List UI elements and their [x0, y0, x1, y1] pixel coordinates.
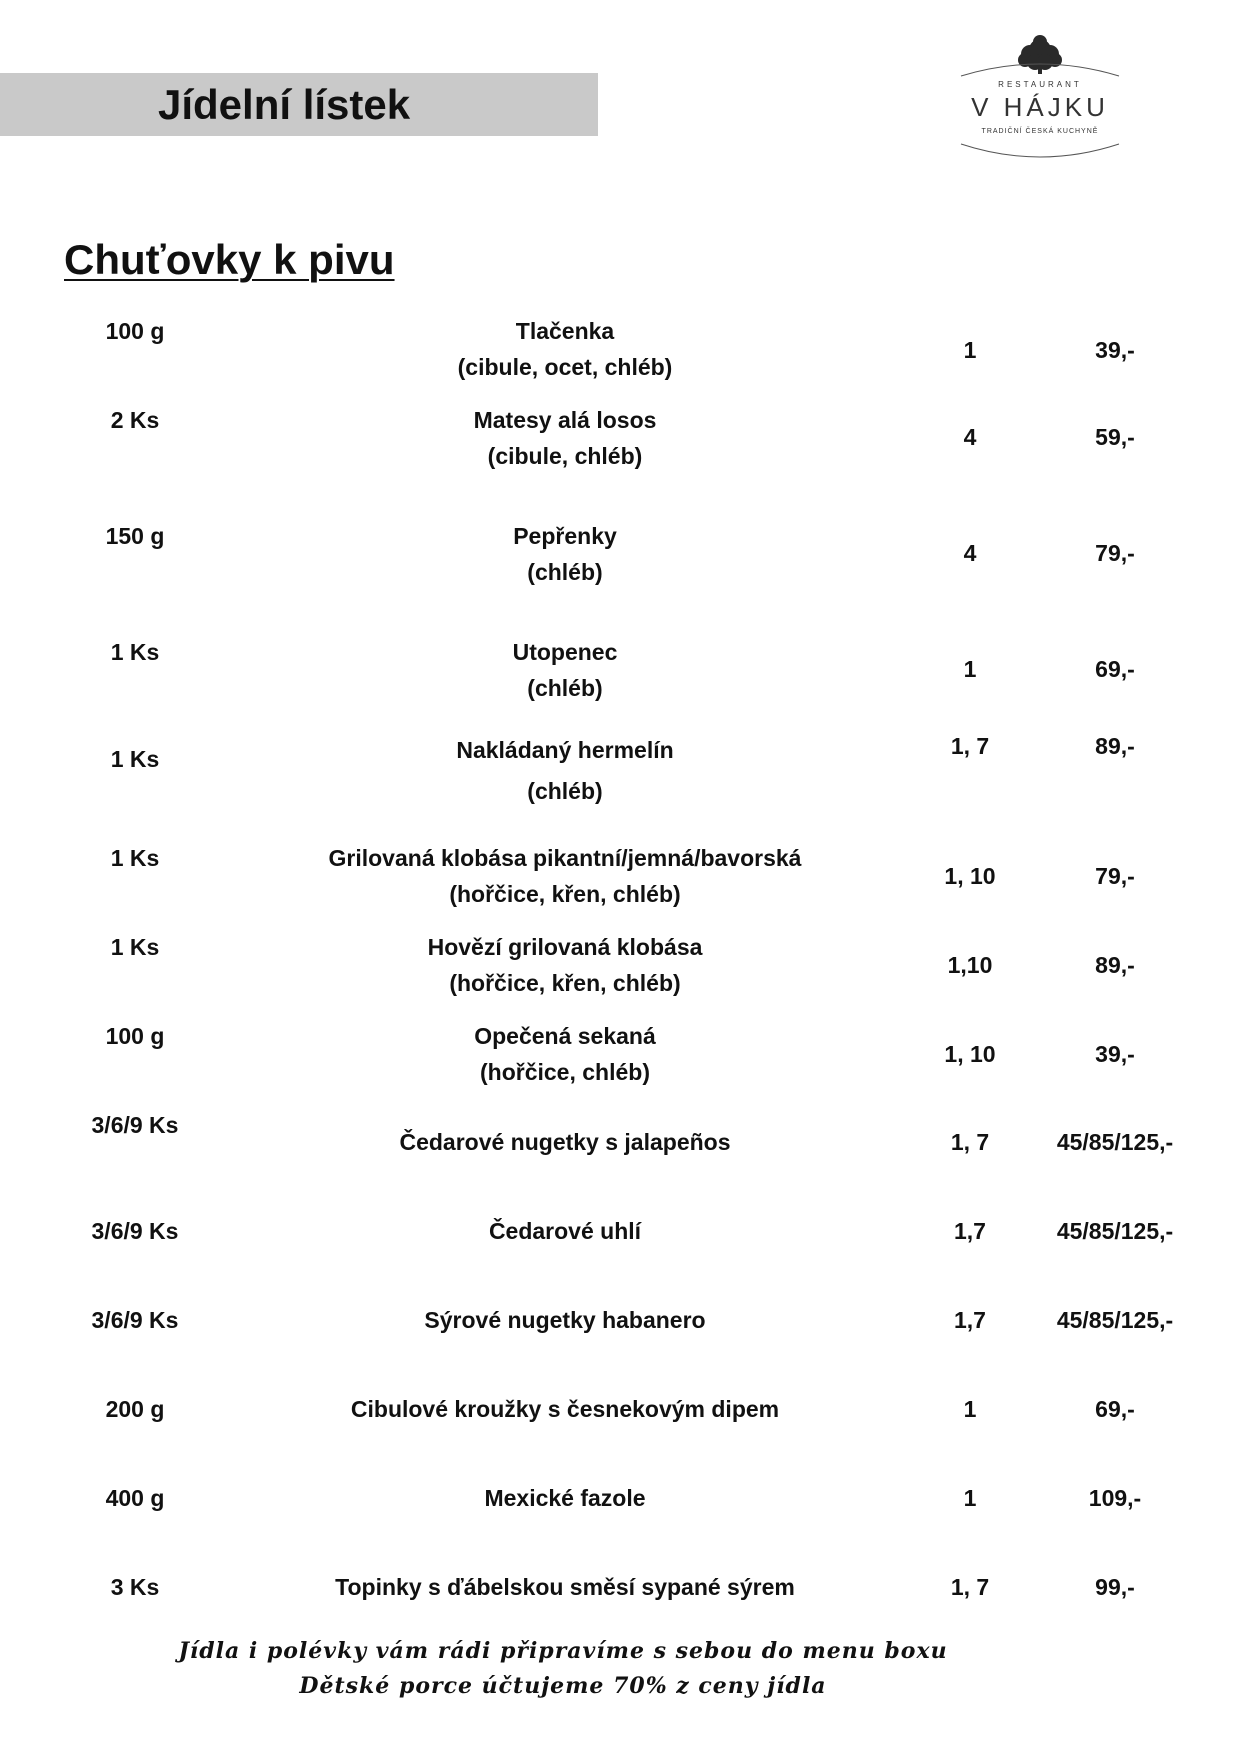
item-allergens: 1, 10: [944, 1041, 996, 1067]
logo-restaurant-label: RESTAURANT: [998, 80, 1082, 89]
item-quantity: 3/6/9 Ks: [91, 1307, 179, 1333]
item-name-block: [255, 929, 875, 1001]
item-name: Pepřenky: [513, 523, 617, 549]
item-name: Opečená sekaná: [474, 1023, 656, 1049]
item-name: Grilovaná klobása pikantní/jemná/bavorská: [328, 845, 802, 871]
item-allergens: 1: [963, 1396, 977, 1422]
item-quantity: 200 g: [105, 1396, 165, 1422]
item-name: Hovězí grilovaná klobása: [427, 934, 703, 960]
item-quantity: 3 Ks: [110, 1574, 160, 1600]
item-quantity: 3/6/9 Ks: [91, 1218, 179, 1244]
item-allergens: 1, 7: [950, 1129, 990, 1155]
item-note: (hořčice, chléb): [480, 1059, 650, 1085]
item-allergens: 1, 7: [950, 1574, 990, 1600]
item-name: Topinky s ďábelskou směsí sypané sýrem: [335, 1574, 795, 1600]
item-name-block: [255, 313, 875, 385]
item-allergens: 1, 7: [950, 733, 990, 759]
item-note: (chléb): [527, 778, 603, 804]
item-note: (cibule, ocet, chléb): [457, 354, 673, 380]
item-name-block: [255, 1018, 875, 1090]
item-price: 109,-: [1088, 1485, 1142, 1511]
item-price: 59,-: [1095, 424, 1135, 450]
item-quantity: 1 Ks: [110, 639, 160, 665]
item-name: Tlačenka: [515, 318, 615, 344]
item-name-block: [255, 1302, 875, 1338]
item-allergens: 1: [963, 1485, 977, 1511]
item-price: 69,-: [1095, 1396, 1135, 1422]
item-allergens: 4: [963, 540, 977, 566]
item-allergens: 4: [963, 424, 977, 450]
item-quantity: 400 g: [105, 1485, 165, 1511]
item-quantity: 150 g: [105, 523, 165, 549]
item-allergens: 1,7: [954, 1307, 986, 1333]
item-name: Sýrové nugetky habanero: [424, 1307, 706, 1333]
item-allergens: 1, 10: [944, 863, 996, 889]
item-name-block: [255, 732, 875, 809]
item-name: Matesy alá losos: [473, 407, 657, 433]
item-name-block: [255, 1124, 875, 1160]
footer-children-portion-note: Dětské porce účtujeme 70% z ceny jídla: [299, 1673, 827, 1699]
item-allergens: 1,10: [947, 952, 993, 978]
item-price: 89,-: [1095, 952, 1135, 978]
item-allergens: 1: [963, 656, 977, 682]
item-note: (chléb): [527, 675, 603, 701]
item-name-block: [255, 1569, 875, 1605]
item-quantity: 100 g: [105, 1023, 165, 1049]
item-price: 45/85/125,-: [1056, 1307, 1174, 1333]
item-name: Čedarové uhlí: [488, 1218, 642, 1244]
item-price: 79,-: [1095, 540, 1135, 566]
title-bar: [0, 73, 598, 136]
item-name-block: [255, 1480, 875, 1516]
item-price: 39,-: [1095, 1041, 1135, 1067]
item-name: Nakládaný hermelín: [456, 737, 674, 763]
page-title: Jídelní lístek: [158, 81, 411, 128]
item-quantity: 1 Ks: [110, 845, 160, 871]
item-name: Cibulové kroužky s česnekovým dipem: [350, 1396, 780, 1422]
item-note: (hořčice, křen, chléb): [449, 881, 681, 907]
restaurant-logo: [955, 28, 1125, 168]
item-name-block: [255, 1213, 875, 1249]
item-name: Čedarové nugetky s jalapeños: [399, 1129, 731, 1155]
item-price: 99,-: [1095, 1574, 1135, 1600]
item-quantity: 100 g: [105, 318, 165, 344]
item-name: Utopenec: [512, 639, 618, 665]
item-price: 69,-: [1095, 656, 1135, 682]
logo-tagline: TRADIČNÍ ČESKÁ KUCHYNĚ: [981, 128, 1099, 135]
item-quantity: 2 Ks: [110, 407, 160, 433]
item-name-block: [255, 1391, 875, 1427]
item-quantity: 1 Ks: [110, 746, 160, 772]
item-name: Mexické fazole: [484, 1485, 646, 1511]
item-note: (chléb): [527, 559, 603, 585]
item-name-block: [255, 402, 875, 474]
item-name-block: [255, 840, 875, 912]
item-note: (cibule, chléb): [487, 443, 643, 469]
item-price: 79,-: [1095, 863, 1135, 889]
item-quantity: 1 Ks: [110, 934, 160, 960]
item-name-block: [255, 634, 875, 706]
item-name-block: [255, 518, 875, 590]
section-heading: Chuťovky k pivu: [64, 236, 395, 283]
item-allergens: 1: [963, 337, 977, 363]
item-allergens: 1,7: [954, 1218, 986, 1244]
item-price: 89,-: [1095, 733, 1135, 759]
footer-takeaway-note: Jídla i polévky vám rádi připravíme s sebou do menu boxu: [178, 1638, 948, 1664]
item-price: 45/85/125,-: [1056, 1129, 1174, 1155]
item-price: 45/85/125,-: [1056, 1218, 1174, 1244]
item-note: (hořčice, křen, chléb): [449, 970, 681, 996]
item-price: 39,-: [1095, 337, 1135, 363]
item-quantity: 3/6/9 Ks: [91, 1112, 179, 1138]
logo-name: V HÁJKU: [971, 92, 1109, 122]
